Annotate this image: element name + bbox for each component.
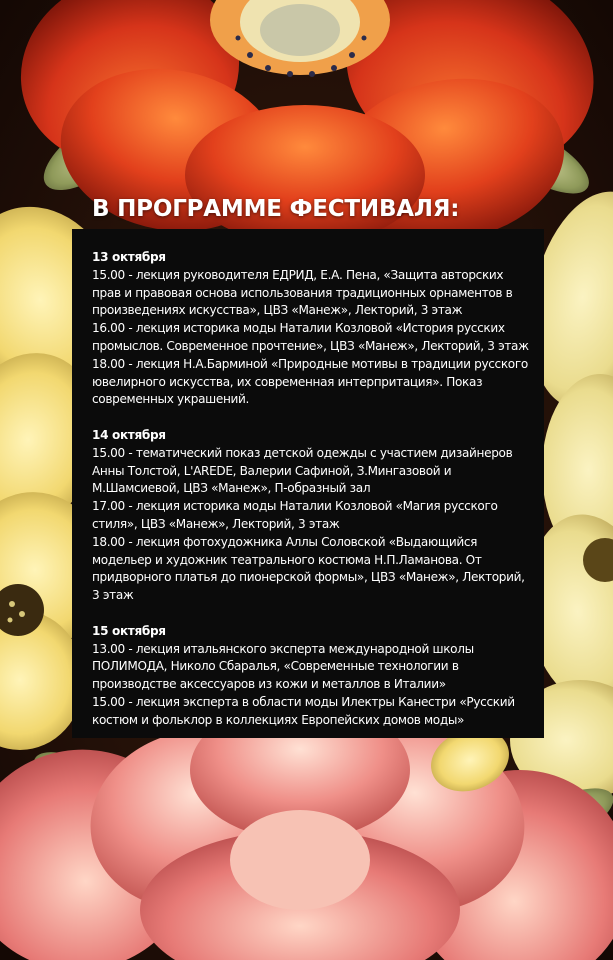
event-item: 13.00 - лекция итальянского эксперта международной школы ПОЛИМОДА, Николо Сбаралья, «Современные технологии в производстве аксессуаров из кожи и металлов в Италии» bbox=[92, 641, 474, 692]
day-date: 15 октября bbox=[92, 623, 166, 638]
program-heading: В ПРОГРАММЕ ФЕСТИВАЛЯ: bbox=[92, 196, 460, 222]
day-block bbox=[92, 623, 534, 730]
event-item: 18.00 - лекция фотохудожника Аллы Соловской «Выдающийся модельер и художник театрального костюма Н.П.Ламанова. От придворного платья до пионерской формы», ЦВЗ «Манеж», Лекторий, 3 этаж bbox=[92, 534, 525, 603]
day-block bbox=[92, 427, 534, 605]
day-date: 13 октября bbox=[92, 250, 166, 264]
event-item: 15.00 - лекция эксперта в области моды Илектры Канестри «Русский костюм и фольклор в коллекциях Европейских домов моды» bbox=[92, 694, 515, 727]
program-panel bbox=[72, 229, 544, 738]
event-item: 16.00 - лекция историка моды Наталии Козловой «История русских промыслов. Современное прочтение», ЦВЗ «Манеж», Лекторий, 3 этаж bbox=[92, 321, 529, 353]
event-item: 18.00 - лекция Н.А.Барминой «Природные мотивы в традиции русского ювелирного искусства, их современная интерпритация». Показ современных украшений. bbox=[92, 356, 528, 407]
event-item: 17.00 - лекция историка моды Наталии Козловой «Магия русского стиля», ЦВЗ «Манеж», Лекторий, 3 этаж bbox=[92, 499, 498, 531]
day-block bbox=[92, 249, 534, 409]
event-item: 15.00 - лекция руководителя ЕДРИД, Е.А. Пена, «Защита авторских прав и правовая основа использования традиционных орнаментов в произведениях искусства», ЦВЗ «Манеж», Лекторий, 3 этаж bbox=[92, 267, 513, 318]
day-date: 14 октября bbox=[92, 427, 166, 442]
event-item: 15.00 - тематический показ детской одежды с участием дизайнеров Анны Толстой, L'AREDE, Валерии Сафиной, З.Мингазовой и М.Шамсиевой, ЦВЗ «Манеж», П-образный зал bbox=[92, 445, 513, 496]
